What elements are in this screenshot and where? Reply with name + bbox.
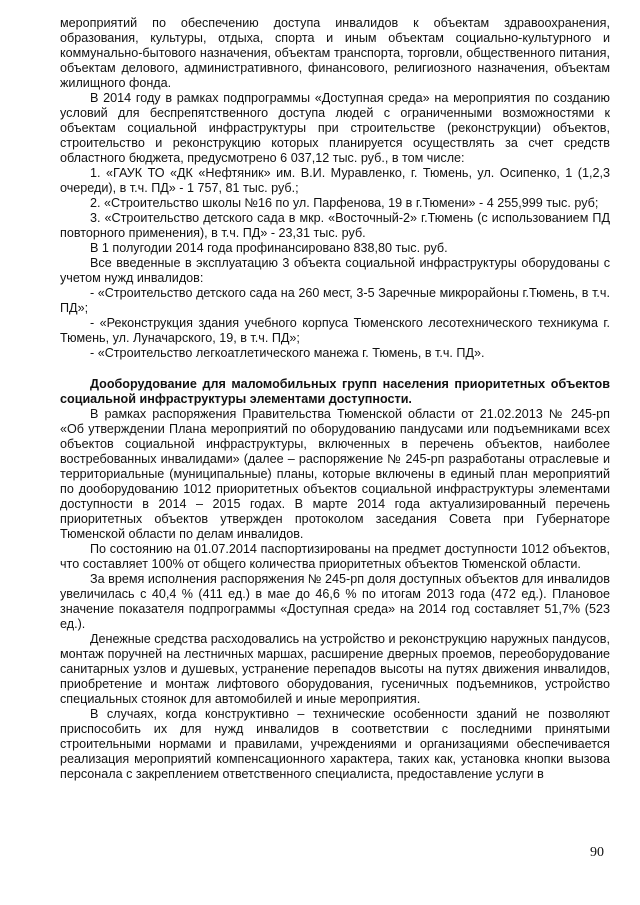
paragraph-compensatory-measures: В случаях, когда конструктивно – технические особенности зданий не позволяют приспособить их для нужд инвалидов в соответствии с последними принятыми строительными нормами и правилами, учреждениями и организациями обеспечивается реализация мероприятий компенсационного характера, таких как, установка кнопки вызова персонала с закреплением ответственного специалиста, предоставление услуги в (60, 707, 610, 781)
spacer (60, 361, 610, 377)
dash-item-kindergarten: - «Строительство детского сада на 260 мест, 3-5 Заречные микрорайоны г.Тюмень, в т.ч. ПД»; (60, 286, 610, 315)
dash-item-athletics-arena: - «Строительство легкоатлетического манежа г. Тюмень, в т.ч. ПД». (90, 346, 485, 360)
paragraph-commissioned-objects: Все введенные в эксплуатацию 3 объекта социальной инфраструктуры оборудованы с учетом нужд инвалидов: (60, 256, 610, 285)
list-item-1: 1. «ГАУК ТО «ДК «Нефтяник» им. В.И. Муравленко, г. Тюмень, ул. Осипенко, 1 (1,2,3 очереди), в т.ч. ПД» - 1 757, 81 тыс. руб.; (60, 166, 610, 195)
paragraph-intro-continuation: мероприятий по обеспечению доступа инвалидов к объектам здравоохранения, образования, культуры, отдыха, спорта и иным объектам социально-культурного и коммунально-бытового назначения, объектам транспорта, торговли, общественного питания, объектам делового, административного, финансового, религиозного назначения, объектам жилищного фонда. (60, 16, 610, 90)
list-item-2: 2. «Строительство школы №16 по ул. Парфенова, 19 в г.Тюмени» - 4 255,999 тыс. руб; (90, 196, 599, 210)
paragraph-expenditures: Денежные средства расходовались на устройство и реконструкцию наружных пандусов, монтаж поручней на лестничных маршах, расширение дверных проемов, переоборудование санитарных узлов и душевых, устранение перепадов высоты на путях движения инвалидов, приобретение и монтаж лифтового оборудования, гусеничных подъемников, устройство специальных стоянок для автомобилей и иные мероприятия. (60, 632, 610, 706)
dash-item-technical-college: - «Реконструкция здания учебного корпуса Тюменского лесотехнического техникума г. Тюмень, ул. Луначарского, 19, в т.ч. ПД»; (60, 316, 610, 345)
paragraph-accessibility-share: За время исполнения распоряжения № 245-рп доля доступных объектов для инвалидов увеличилась с 40,4 % (411 ед.) в мае до 46,6 % по итогам 2013 года (472 ед.). Плановое значение показателя подпрограммы «Доступная среда» на 2014 год составляет 51,7% (523 ед.). (60, 572, 610, 631)
paragraph-certification: По состоянию на 01.07.2014 паспортизированы на предмет доступности 1012 объектов, что составляет 100% от общего количества приоритетных объектов Тюменской области. (60, 542, 610, 571)
document-page (60, 16, 610, 782)
paragraph-2014-funding: В 2014 году в рамках подпрограммы «Доступная среда» на мероприятия по созданию условий для беспрепятственного доступа людей с ограниченными возможностями к объектам социальной инфраструктуры при строительстве (реконструкции) объектов, строительство и реконструкцию которых планируется осуществлять за счет средств областного бюджета, предусмотрено 6 037,12 тыс. руб., в том числе: (60, 91, 610, 165)
section-heading: Дооборудование для маломобильных групп населения приоритетных объектов социальной инфраструктуры элементами доступности. (60, 377, 610, 406)
paragraph-order-245rp: В рамках распоряжения Правительства Тюменской области от 21.02.2013 № 245-рп «Об утверждении Плана мероприятий по оборудованию пандусами или подъемниками всех объектов социальной инфраструктуры, включенных в перечень объектов, наиболее востребованных инвалидами» (далее – распоряжение № 245-рп разработаны отраслевые и территориальные (муниципальные) планы, которые включены в единый план мероприятий по дооборудованию 1012 приоритетных объектов социальной инфраструктуры элементами доступности в 2014 – 2015 годах. В марте 2014 года актуализированный перечень приоритетных объектов утвержден протоколом заседания Совета при Губернаторе Тюменской области по делам инвалидов. (60, 407, 610, 541)
paragraph-half-year-financing: В 1 полугодии 2014 года профинансировано 838,80 тыс. руб. (90, 241, 448, 255)
list-item-3: 3. «Строительство детского сада в мкр. «Восточный-2» г.Тюмень (с использованием ПД повторного применения), в т.ч. ПД» - 23,31 тыс. руб. (60, 211, 610, 240)
page-number: 90 (590, 845, 604, 860)
